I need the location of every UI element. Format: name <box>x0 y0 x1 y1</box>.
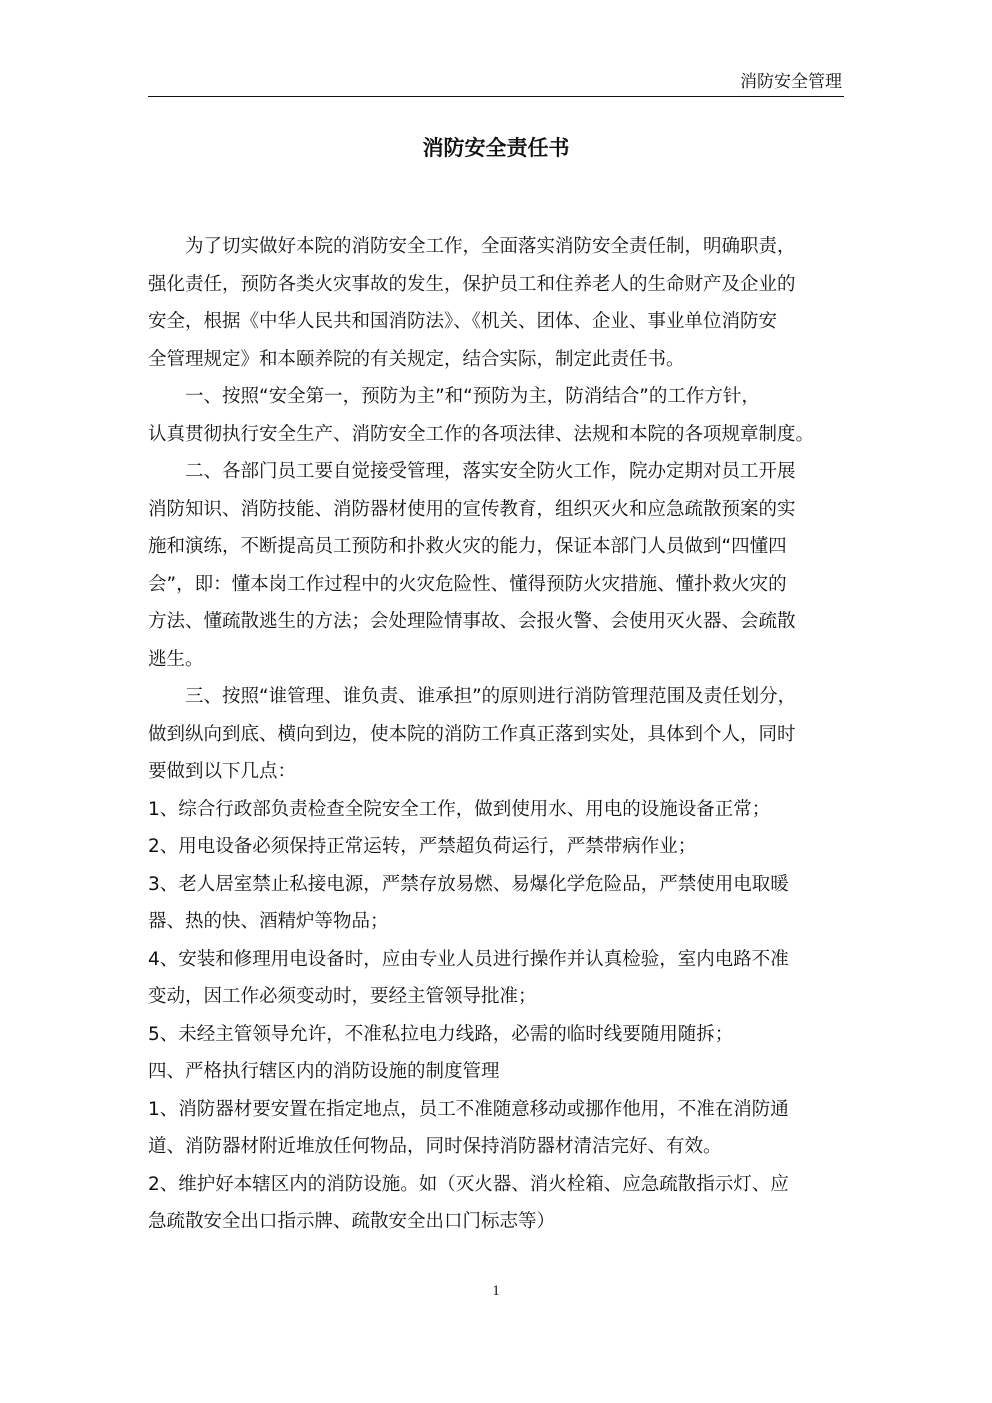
body-line: 2、用电设备必须保持正常运转，严禁超负荷运行，严禁带病作业； <box>148 836 697 857</box>
body-line: 3、老人居室禁止私接电源，严禁存放易燃、易爆化学危险品，严禁使用电取暖 <box>148 873 789 895</box>
body-line: 急疏散安全出口指示牌、疏散安全出口门标志等） <box>148 1211 556 1232</box>
document-body <box>148 228 848 1241</box>
document-title: 消防安全责任书 <box>422 136 570 160</box>
body-line: 逃生。 <box>148 648 204 670</box>
body-line: 强化责任，预防各类火灾事故的发生，保护员工和住养老人的生命财产及企业的 <box>148 273 796 295</box>
body-line: 道、消防器材附近堆放任何物品，同时保持消防器材清洁完好、有效。 <box>148 1136 722 1157</box>
body-line: 全管理规定》和本颐养院的有关规定，结合实际，制定此责任书。 <box>148 348 685 370</box>
body-line: 变动，因工作必须变动时，要经主管领导批准； <box>148 986 537 1007</box>
body-line: 一、按照“安全第一，预防为主”和“预防为主，防消结合”的工作方针， <box>148 386 760 407</box>
body-line: 做到纵向到底、横向到边，使本院的消防工作真正落到实处，具体到个人，同时 <box>148 723 796 745</box>
body-line: 为了切实做好本院的消防安全工作，全面落实消防安全责任制，明确职责， <box>148 236 796 257</box>
body-line: 5、未经主管领导允许，不准私拉电力线路，必需的临时线要随用随拆； <box>148 1023 734 1045</box>
body-line: 1、消防器材要安置在指定地点，员工不准随意移动或挪作他用，不准在消防通 <box>148 1098 789 1120</box>
body-line: 1、综合行政部负责检查全院安全工作，做到使用水、用电的设施设备正常； <box>148 798 771 820</box>
body-line: 安全，根据《中华人民共和国消防法》、《机关、团体、企业、事业单位消防安 <box>148 311 778 332</box>
body-line: 器、热的快、酒精炉等物品； <box>148 911 389 932</box>
body-line: 认真贯彻执行安全生产、消防安全工作的各项法律、法规和本院的各项规章制度。 <box>148 423 815 445</box>
body-line: 四、严格执行辖区内的消防设施的制度管理 <box>148 1061 500 1082</box>
body-line: 2、维护好本辖区内的消防设施。如（灭火器、消火栓箱、应急疏散指示灯、应 <box>148 1173 789 1195</box>
body-line: 方法、懂疏散逃生的方法；会处理险情事故、会报火警、会使用灭火器、会疏散 <box>148 611 796 632</box>
body-line: 要做到以下几点： <box>148 761 297 782</box>
body-line: 三、按照“谁管理、谁负责、谁承担”的原则进行消防管理范围及责任划分， <box>148 686 797 707</box>
body-line: 4、安装和修理用电设备时，应由专业人员进行操作并认真检验，室内电路不准 <box>148 948 789 970</box>
page-header <box>148 68 844 97</box>
body-line: 消防知识、消防技能、消防器材使用的宣传教育，组织灭火和应急疏散预案的实 <box>148 498 796 520</box>
page-number: 1 <box>492 1283 500 1299</box>
body-line: 会”，即：懂本岗工作过程中的火灾危险性、懂得预防火灾措施、懂扑救火灾的 <box>148 573 787 595</box>
body-line: 施和演练，不断提高员工预防和扑救火灾的能力，保证本部门人员做到“四懂四 <box>148 536 787 557</box>
header-title: 消防安全管理 <box>740 72 842 92</box>
body-line: 二、各部门员工要自觉接受管理，落实安全防火工作，院办定期对员工开展 <box>148 461 796 482</box>
